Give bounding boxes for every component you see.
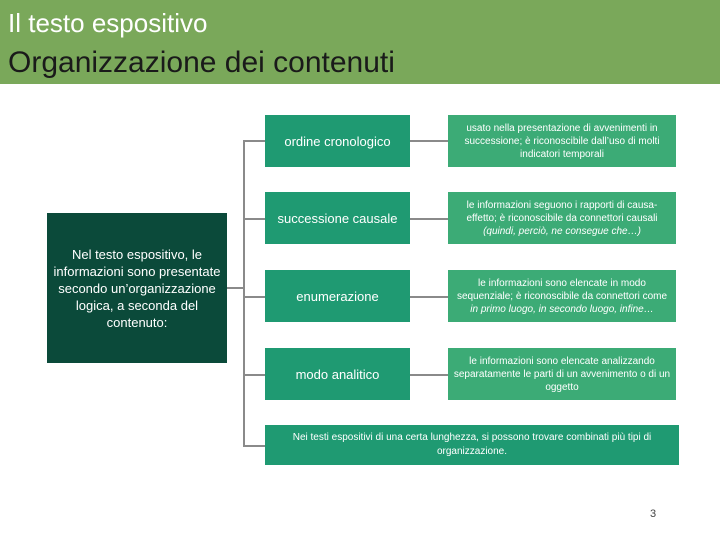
description-text: le informazioni sono elencate in modo sequenziale; è riconoscibile da connettori come xyxy=(456,277,668,302)
branch-line xyxy=(243,218,265,220)
description-examples: in primo luogo, in secondo luogo, infine… xyxy=(470,303,654,315)
description-box xyxy=(448,348,676,400)
connector-line xyxy=(410,296,448,298)
description-examples: (quindi, perciò, ne consegue che…) xyxy=(483,225,641,237)
root-concept-box: Nel testo espositivo, le informazioni sono presentate secondo un’organizzazione logica, a seconda del contenuto: xyxy=(47,213,227,363)
page-number: 3 xyxy=(650,508,657,520)
description-box xyxy=(448,115,676,167)
description-text: le informazioni seguono i rapporti di causa-effetto; è riconoscibile da connettori causali xyxy=(466,199,658,224)
description-text: usato nella presentazione di avvenimenti in successione; è riconoscibile dall’uso di molti indicatori temporali xyxy=(464,122,660,160)
footer-note-box: Nei testi espositivi di una certa lunghezza, si possono trovare combinati più tipi di organizzazione. xyxy=(265,425,679,465)
connector-line xyxy=(410,374,448,376)
category-box-successione-causale: successione causale xyxy=(265,192,410,244)
branch-line xyxy=(243,296,265,298)
slide-subtitle: Organizzazione dei contenuti xyxy=(8,46,395,79)
tree-trunk-line xyxy=(243,140,245,446)
description-text: le informazioni sono elencate analizzando separatamente le parti di un avvenimento o di un oggetto xyxy=(453,355,671,393)
branch-line xyxy=(243,140,265,142)
description-box xyxy=(448,192,676,244)
category-box-enumerazione: enumerazione xyxy=(265,270,410,322)
category-box-ordine-cronologico: ordine cronologico xyxy=(265,115,410,167)
branch-line xyxy=(243,374,265,376)
root-connector xyxy=(227,287,243,289)
branch-line xyxy=(243,445,265,447)
slide-title: Il testo espositivo xyxy=(8,8,208,38)
header-banner xyxy=(0,0,720,84)
category-box-modo-analitico: modo analitico xyxy=(265,348,410,400)
connector-line xyxy=(410,140,448,142)
description-box xyxy=(448,270,676,322)
connector-line xyxy=(410,218,448,220)
